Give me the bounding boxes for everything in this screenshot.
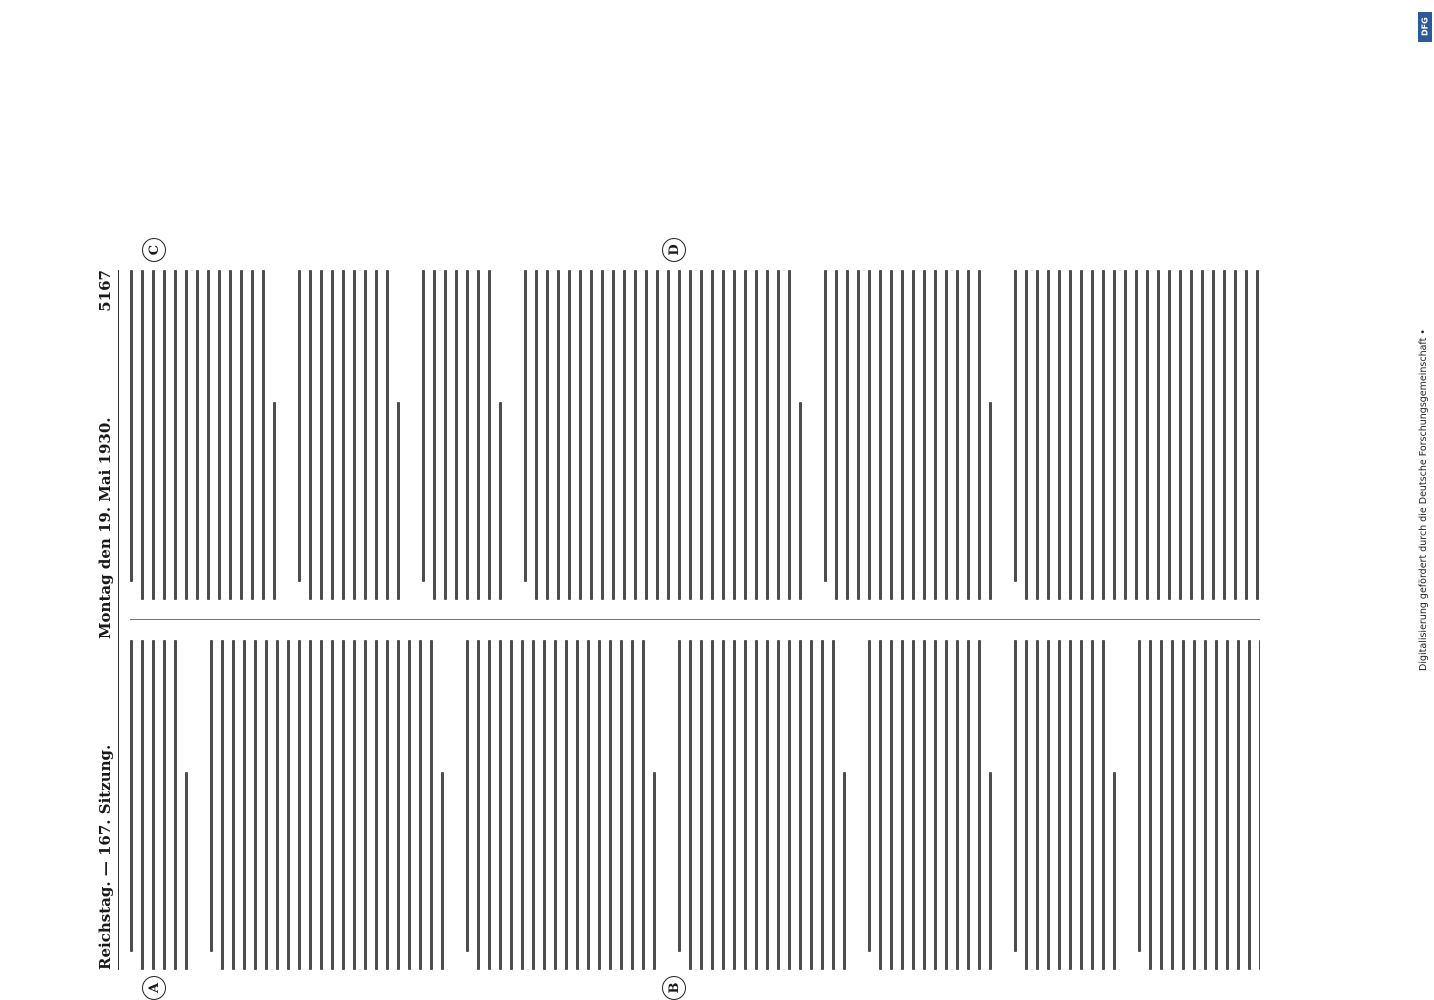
unreadable-text-line <box>1190 270 1193 600</box>
unreadable-text-line <box>375 270 378 600</box>
unreadable-text-line <box>868 640 871 952</box>
unreadable-text-line <box>386 640 389 970</box>
unreadable-text-line <box>298 270 301 582</box>
unreadable-text-line <box>631 640 634 970</box>
margin-marker-d: D <box>662 238 686 262</box>
column-divider <box>130 619 1260 620</box>
unreadable-text-line <box>700 640 703 970</box>
unreadable-text-line <box>590 270 593 600</box>
unreadable-text-line <box>1113 270 1116 600</box>
unreadable-text-line <box>1025 270 1028 600</box>
unreadable-text-line <box>568 270 571 600</box>
unreadable-text-line <box>978 640 981 970</box>
unreadable-text-line <box>535 270 538 600</box>
unreadable-text-line <box>799 402 802 600</box>
unreadable-text-line <box>1047 270 1050 600</box>
unreadable-text-line <box>218 270 221 600</box>
unreadable-text-line <box>364 640 367 970</box>
unreadable-text-line <box>229 270 232 600</box>
unreadable-text-line <box>923 640 926 970</box>
unreadable-text-line <box>689 640 692 970</box>
unreadable-text-line <box>408 640 411 970</box>
unreadable-text-line <box>1259 640 1260 970</box>
unreadable-text-line <box>419 640 422 970</box>
running-head <box>92 270 119 970</box>
unreadable-text-line <box>1091 270 1094 600</box>
unreadable-text-line <box>857 270 860 600</box>
unreadable-text-line <box>912 270 915 600</box>
unreadable-text-line <box>210 640 213 952</box>
unreadable-text-line <box>287 640 290 970</box>
unreadable-text-line <box>1193 640 1196 970</box>
session-title: Reichstag. — 167. Sitzung. <box>96 744 114 970</box>
unreadable-text-line <box>422 270 425 582</box>
unreadable-text-line <box>978 270 981 600</box>
unreadable-text-line <box>163 640 166 970</box>
unreadable-text-line <box>1036 640 1039 970</box>
unreadable-text-line <box>477 640 480 970</box>
unreadable-text-line <box>1179 270 1182 600</box>
unreadable-text-line <box>821 640 824 970</box>
unreadable-text-line <box>196 270 199 600</box>
unreadable-text-line <box>455 270 458 600</box>
unreadable-text-line <box>956 270 959 600</box>
unreadable-text-line <box>1135 270 1138 600</box>
unreadable-text-line <box>524 270 527 582</box>
unreadable-text-line <box>342 640 345 970</box>
unreadable-text-line <box>576 640 579 970</box>
unreadable-text-line <box>141 270 144 600</box>
unreadable-text-line <box>240 270 243 600</box>
unreadable-text-line <box>890 640 893 970</box>
unreadable-text-line <box>1069 640 1072 970</box>
margin-marker-a: A <box>142 976 166 1000</box>
unreadable-text-line <box>1201 270 1204 600</box>
unreadable-text-line <box>331 640 334 970</box>
unreadable-text-line <box>1215 640 1218 970</box>
unreadable-text-line <box>1058 640 1061 970</box>
unreadable-text-line <box>824 270 827 582</box>
unreadable-text-line <box>766 640 769 970</box>
unreadable-text-line <box>744 640 747 970</box>
unreadable-text-line <box>810 640 813 970</box>
unreadable-text-line <box>832 640 835 970</box>
unreadable-text-line <box>678 270 681 600</box>
unreadable-text-line <box>386 270 389 600</box>
page-number: 5167 <box>96 270 114 312</box>
unreadable-text-line <box>722 640 725 970</box>
unreadable-text-line <box>945 640 948 970</box>
unreadable-text-line <box>557 270 560 600</box>
unreadable-text-line <box>152 270 155 600</box>
unreadable-text-line <box>766 270 769 600</box>
unreadable-text-line <box>1014 640 1017 952</box>
unreadable-text-line <box>934 270 937 600</box>
margin-marker-c: C <box>142 238 166 262</box>
unreadable-text-line <box>956 640 959 970</box>
unreadable-text-line <box>1014 270 1017 582</box>
unreadable-text-line <box>565 640 568 970</box>
unreadable-text-line <box>846 270 849 600</box>
unreadable-text-line <box>642 640 645 970</box>
unreadable-text-line <box>879 640 882 970</box>
unreadable-text-line <box>174 640 177 970</box>
unreadable-text-line <box>945 270 948 600</box>
unreadable-text-line <box>207 270 210 600</box>
unreadable-text-line <box>634 270 637 600</box>
unreadable-text-line <box>1080 270 1083 600</box>
unreadable-text-line <box>777 270 780 600</box>
unreadable-text-line <box>477 270 480 600</box>
unreadable-text-line <box>609 640 612 970</box>
unreadable-text-line <box>1256 270 1259 600</box>
unreadable-text-line <box>152 640 155 970</box>
unreadable-text-line <box>364 270 367 600</box>
unreadable-text-line <box>601 270 604 600</box>
unreadable-text-line <box>1171 640 1174 970</box>
unreadable-text-line <box>733 270 736 600</box>
unreadable-text-line <box>923 270 926 600</box>
unreadable-text-line <box>397 640 400 970</box>
unreadable-text-line <box>901 640 904 970</box>
unreadable-text-line <box>744 270 747 600</box>
unreadable-text-line <box>353 270 356 600</box>
unreadable-text-line <box>243 640 246 970</box>
session-date: Montag den 19. Mai 1930. <box>96 417 114 640</box>
unreadable-text-line <box>441 772 444 970</box>
unreadable-text-line <box>221 640 224 970</box>
unreadable-text-line <box>1160 640 1163 970</box>
unreadable-text-line <box>276 640 279 970</box>
unreadable-text-line <box>309 640 312 970</box>
unreadable-text-line <box>755 270 758 600</box>
unreadable-text-line <box>433 270 436 600</box>
unreadable-text-line <box>843 772 846 970</box>
unreadable-text-line <box>1069 270 1072 600</box>
unreadable-text-line <box>1102 640 1105 970</box>
unreadable-text-line <box>967 270 970 600</box>
unreadable-text-line <box>1036 270 1039 600</box>
unreadable-text-line <box>612 270 615 600</box>
unreadable-text-line <box>579 270 582 600</box>
margin-marker-b: B <box>662 976 686 1000</box>
unreadable-text-line <box>273 402 276 600</box>
unreadable-text-line <box>130 640 133 952</box>
unreadable-text-line <box>711 270 714 600</box>
unreadable-text-line <box>309 270 312 600</box>
unreadable-text-line <box>331 270 334 600</box>
unreadable-text-line <box>444 270 447 600</box>
unreadable-text-line <box>1047 640 1050 970</box>
unreadable-text-line <box>543 640 546 970</box>
unreadable-text-line <box>1223 270 1226 600</box>
unreadable-text-line <box>521 640 524 970</box>
unreadable-text-line <box>1149 640 1152 970</box>
unreadable-text-line <box>989 772 992 970</box>
dfg-logo: DFG <box>1418 12 1432 42</box>
unreadable-text-line <box>488 640 491 970</box>
unreadable-text-line <box>835 270 838 600</box>
unreadable-text-line <box>711 640 714 970</box>
unreadable-text-line <box>298 640 301 970</box>
unreadable-text-line <box>251 270 254 600</box>
unreadable-text-line <box>353 640 356 970</box>
unreadable-text-line <box>755 640 758 970</box>
unreadable-text-line <box>262 270 265 600</box>
unreadable-text-line <box>934 640 937 970</box>
unreadable-text-line <box>163 270 166 600</box>
unreadable-text-line <box>488 270 491 600</box>
unreadable-text-line <box>430 640 433 970</box>
unreadable-text-line <box>499 640 502 970</box>
unreadable-text-line <box>232 640 235 970</box>
unreadable-text-line <box>1025 640 1028 970</box>
unreadable-text-line <box>141 640 144 970</box>
unreadable-text-line <box>1245 270 1248 600</box>
unreadable-text-line <box>598 640 601 970</box>
unreadable-text-line <box>397 402 400 600</box>
unreadable-text-line <box>788 270 791 600</box>
unreadable-text-line <box>989 402 992 600</box>
unreadable-text-line <box>733 640 736 970</box>
unreadable-text-line <box>1058 270 1061 600</box>
unreadable-text-line <box>174 270 177 600</box>
unreadable-text-line <box>1204 640 1207 970</box>
unreadable-text-line <box>130 270 133 582</box>
unreadable-text-line <box>653 772 656 970</box>
rotated-page-content <box>92 244 1292 994</box>
unreadable-text-line <box>1124 270 1127 600</box>
unreadable-text-line <box>667 270 670 600</box>
unreadable-text-line <box>1146 270 1149 600</box>
unreadable-text-line <box>623 270 626 600</box>
unreadable-text-line <box>890 270 893 600</box>
unreadable-text-line <box>532 640 535 970</box>
unreadable-text-line <box>722 270 725 600</box>
unreadable-text-line <box>185 270 188 600</box>
unreadable-text-line <box>912 640 915 970</box>
unreadable-text-line <box>587 640 590 970</box>
unreadable-text-line <box>1091 640 1094 970</box>
unreadable-text-line <box>1113 772 1116 970</box>
unreadable-text-line <box>1234 270 1237 600</box>
unreadable-text-line <box>375 640 378 970</box>
unreadable-text-line <box>510 640 513 970</box>
unreadable-text-line <box>620 640 623 970</box>
unreadable-text-line <box>185 772 188 970</box>
unreadable-text-line <box>1157 270 1160 600</box>
unreadable-text-line <box>967 640 970 970</box>
unreadable-text-line <box>777 640 780 970</box>
unreadable-text-line <box>645 270 648 600</box>
unreadable-text-line <box>1168 270 1171 600</box>
unreadable-text-line <box>342 270 345 600</box>
unreadable-text-line <box>546 270 549 600</box>
unreadable-text-line <box>1237 640 1240 970</box>
unreadable-text-line <box>499 402 502 600</box>
right-column-unreadable <box>130 270 1260 600</box>
unreadable-text-line <box>1080 640 1083 970</box>
unreadable-text-line <box>1212 270 1215 600</box>
unreadable-text-line <box>1248 640 1251 970</box>
unreadable-text-line <box>788 640 791 970</box>
unreadable-text-line <box>1102 270 1105 600</box>
unreadable-text-line <box>799 640 802 970</box>
left-column-unreadable <box>130 640 1260 970</box>
unreadable-text-line <box>466 640 469 952</box>
digitization-credit: Digitalisierung gefördert durch die Deutsche Forschungsgemeinschaft • <box>1418 329 1429 671</box>
unreadable-text-line <box>466 270 469 600</box>
unreadable-text-line <box>901 270 904 600</box>
unreadable-text-line <box>700 270 703 600</box>
unreadable-text-line <box>868 270 871 600</box>
unreadable-text-line <box>689 270 692 600</box>
unreadable-text-line <box>254 640 257 970</box>
unreadable-text-line <box>320 640 323 970</box>
unreadable-text-line <box>265 640 268 970</box>
unreadable-text-line <box>879 270 882 600</box>
unreadable-text-line <box>1182 640 1185 970</box>
unreadable-text-line <box>320 270 323 600</box>
unreadable-text-line <box>656 270 659 600</box>
unreadable-text-line <box>554 640 557 970</box>
unreadable-text-line <box>678 640 681 952</box>
unreadable-text-line <box>1226 640 1229 970</box>
unreadable-text-line <box>1138 640 1141 952</box>
